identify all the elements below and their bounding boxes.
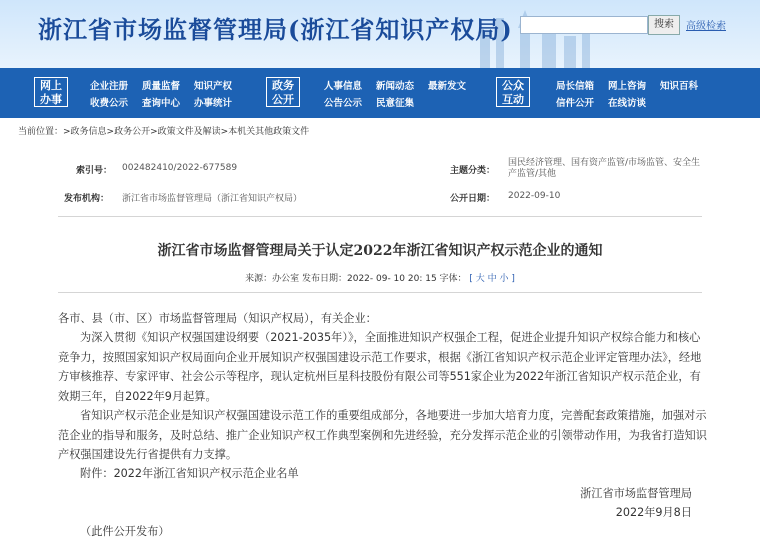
- index-label: 索引号：: [76, 166, 113, 176]
- nav-link-director-mailbox[interactable]: 局长信箱: [556, 81, 595, 92]
- signature-date: 2022年9月8日: [615, 506, 692, 519]
- nav-link-intellectual-property[interactable]: 知识产权: [194, 81, 233, 92]
- salutation: 各市、县（市、区）市场监督管理局（知识产权局），有关企业：: [58, 312, 377, 325]
- paragraph-2: 省知识产权示范企业是知识产权强国建设示范工作的重要组成部分，各地要进一步加大培育力度，完善配套政策措施，加强对示范企业的指导和服务，及时总结、推广企业知识产权工作典型案例和先进经验，充分发挥示范企业的引领带动作用，为我省打造知识产权强国建设先行省提供有力支撑。: [58, 409, 707, 461]
- publish-date-value: 2022-09-10: [508, 191, 561, 201]
- publish-date-label: 公开日期：: [450, 194, 496, 204]
- paragraph-1: 为深入贯彻《知识产权强国建设纲要（2021-2035年）》，全面推进知识产权强企工程，促进企业提升知识产权综合能力和核心竞争力，按照国家知识产权局面向企业开展知识产权强国建设示范工作要求，根据《浙江省知识产权示范企业评定管理办法》，经地方审核推荐、专家评审、社会公示等程序，现认定杭州巨星科技股份有限公司等551家企业为2022年浙江省知识产权示范企业，有效期三年，自2022年9月起算。: [58, 331, 702, 403]
- divider: [58, 216, 702, 217]
- nav-link-enterprise-registration[interactable]: 企业注册: [90, 81, 129, 92]
- issuer-value: 浙江省市场监督管理局（浙江省知识产权局）: [122, 194, 303, 204]
- nav-link-online-consultation[interactable]: 网上咨询: [608, 81, 647, 92]
- nav-badge-public-interaction[interactable]: 公众 互动: [496, 77, 530, 107]
- nav-link-quality-supervision[interactable]: 质量监督: [142, 81, 181, 92]
- font-size-selector[interactable]: [ 大 中 小 ]: [469, 274, 515, 284]
- nav-link-service-statistics[interactable]: 办事统计: [194, 98, 233, 109]
- topic-label: 主题分类：: [450, 166, 496, 176]
- nav-link-news[interactable]: 新闻动态: [376, 81, 415, 92]
- article-title: 浙江省市场监督管理局关于认定2022年浙江省知识产权示范企业的通知: [157, 243, 603, 259]
- topic-value: 国民经济管理、国有资产监管/市场监管、安全生产监管/其他: [508, 158, 701, 179]
- nav-link-latest-documents[interactable]: 最新发文: [428, 81, 467, 92]
- breadcrumb[interactable]: 当前位置：>政务信息>政务公开>政策文件及解读>本机关其他政策文件: [18, 127, 310, 137]
- nav-link-announcements[interactable]: 公告公示: [324, 98, 363, 109]
- article-source-line: [0, 271, 760, 284]
- nav-badge-government-affairs[interactable]: 政务 公开: [266, 77, 300, 107]
- nav-link-personnel-info[interactable]: 人事信息: [324, 81, 363, 92]
- search-input[interactable]: [520, 16, 648, 34]
- search-button[interactable]: 搜索: [648, 15, 680, 35]
- divider: [58, 292, 702, 293]
- nav-link-knowledge-encyclopedia[interactable]: 知识百科: [660, 81, 699, 92]
- signature-organization: 浙江省市场监督管理局: [580, 487, 692, 500]
- nav-link-letters-public[interactable]: 信件公开: [556, 98, 595, 109]
- index-value: 002482410/2022-677589: [122, 163, 238, 173]
- nav-link-fee-disclosure[interactable]: 收费公示: [90, 98, 129, 109]
- advanced-search-link[interactable]: 高级检索: [686, 21, 726, 32]
- nav-badge-online-service[interactable]: 网上 办事: [34, 77, 68, 107]
- nav-link-public-opinion[interactable]: 民意征集: [376, 98, 415, 109]
- site-banner: [0, 0, 760, 68]
- nav-link-query-center[interactable]: 查询中心: [142, 98, 181, 109]
- attachment-line[interactable]: 附件：2022年浙江省知识产权示范企业名单: [80, 467, 299, 480]
- site-title: 浙江省市场监督管理局(浙江省知识产权局): [38, 15, 513, 44]
- main-nav: [0, 68, 760, 118]
- source-and-date: 来源：办公室 发布日期：2022- 09- 10 20: 15 字体：: [245, 274, 467, 284]
- nav-link-online-interview[interactable]: 在线访谈: [608, 98, 647, 109]
- issuer-label: 发布机构：: [64, 194, 110, 204]
- publication-note: （此件公开发布）: [80, 525, 170, 538]
